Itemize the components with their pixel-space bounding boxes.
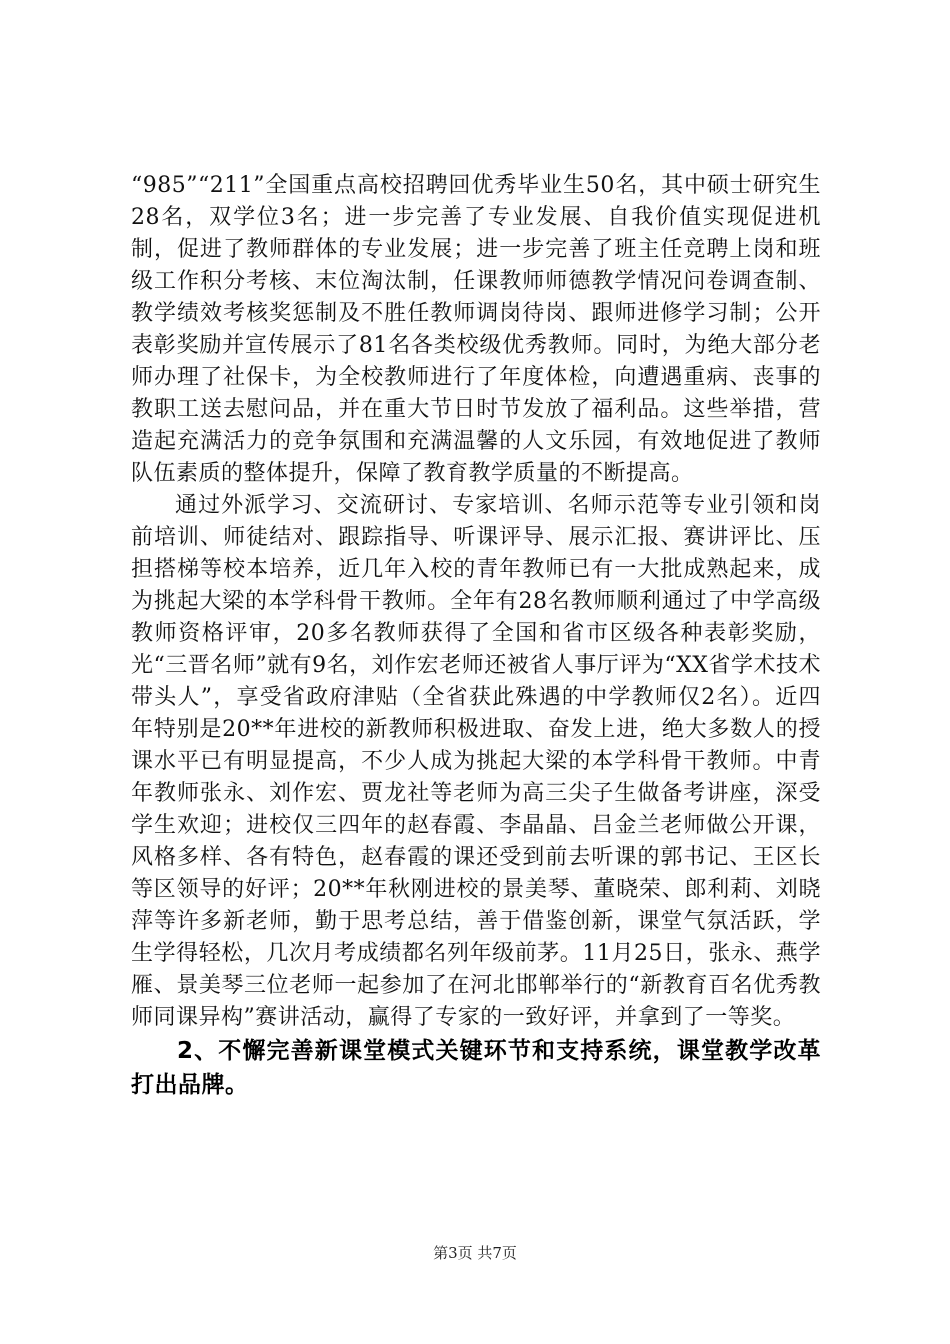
- document-body: [131, 170, 821, 1102]
- section-heading: 2、不懈完善新课堂模式关键环节和支持系统，课堂教学改革打出品牌。: [131, 1038, 821, 1098]
- paragraph-teacher-development: 通过外派学习、交流研讨、专家培训、名师示范等专业引领和岗前培训、师徒结对、跟踪指导、听课评导、展示汇报、赛讲评比、压担搭梯等校本培养，近几年入校的青年教师已有一大批成熟起来，成为挑起大梁的本学科骨干教师。全年有28名教师顺利通过了中学高级教师资格评审，20多名教师获得了全国和省市区级各种表彰奖励，光“三晋名师”就有9名，刘作宏老师还被省人事厅评为“XX省学术技术带头人”，享受省政府津贴（全省获此殊遇的中学教师仅2名）。近四年特别是20**年进校的新教师积极进取、奋发上进，绝大多数人的授课水平已有明显提高，不少人成为挑起大梁的本学科骨干教师。中青年教师张永、刘作宏、贾龙社等老师为高三尖子生做备考讲座，深受学生欢迎；进校仅三四年的赵春霞、李晶晶、吕金兰老师做公开课，风格多样、各有特色，赵春霞的课还受到前去听课的郭书记、王区长等区领导的好评；20**年秋刚进校的景美琴、董晓荣、郎利莉、刘晓萍等许多新老师，勤于思考总结，善于借鉴创新，课堂气氛活跃，学生学得轻松，几次月考成绩都名列年级前茅。11月25日，张永、燕学雁、景美琴三位老师一起参加了在河北邯郸举行的“新教育百名优秀教师同课异构”赛讲活动，赢得了专家的一致好评，并拿到了一等奖。: [131, 493, 821, 1030]
- paragraph-continued: “985”“211”全国重点高校招聘回优秀毕业生50名，其中硕士研究生28名，双学位3名；进一步完善了专业发展、自我价值实现促进机制，促进了教师群体的专业发展；进一步完善了班主任竞聘上岗和班级工作积分考核、末位淘汰制，任课教师师德教学情况问卷调查制、教学绩效考核奖惩制及不胜任教师调岗待岗、跟师进修学习制；公开表彰奖励并宣传展示了81名各类校级优秀教师。同时，为绝大部分老师办理了社保卡，为全校教师进行了年度体检，向遭遇重病、丧事的教职工送去慰问品，并在重大节日时节发放了福利品。这些举措，营造起充满活力的竞争氛围和充满温馨的人文乐园，有效地促进了教师队伍素质的整体提升，保障了教育教学质量的不断提高。: [131, 173, 821, 486]
- page-number-footer: 第3页 共7页: [433, 1244, 517, 1262]
